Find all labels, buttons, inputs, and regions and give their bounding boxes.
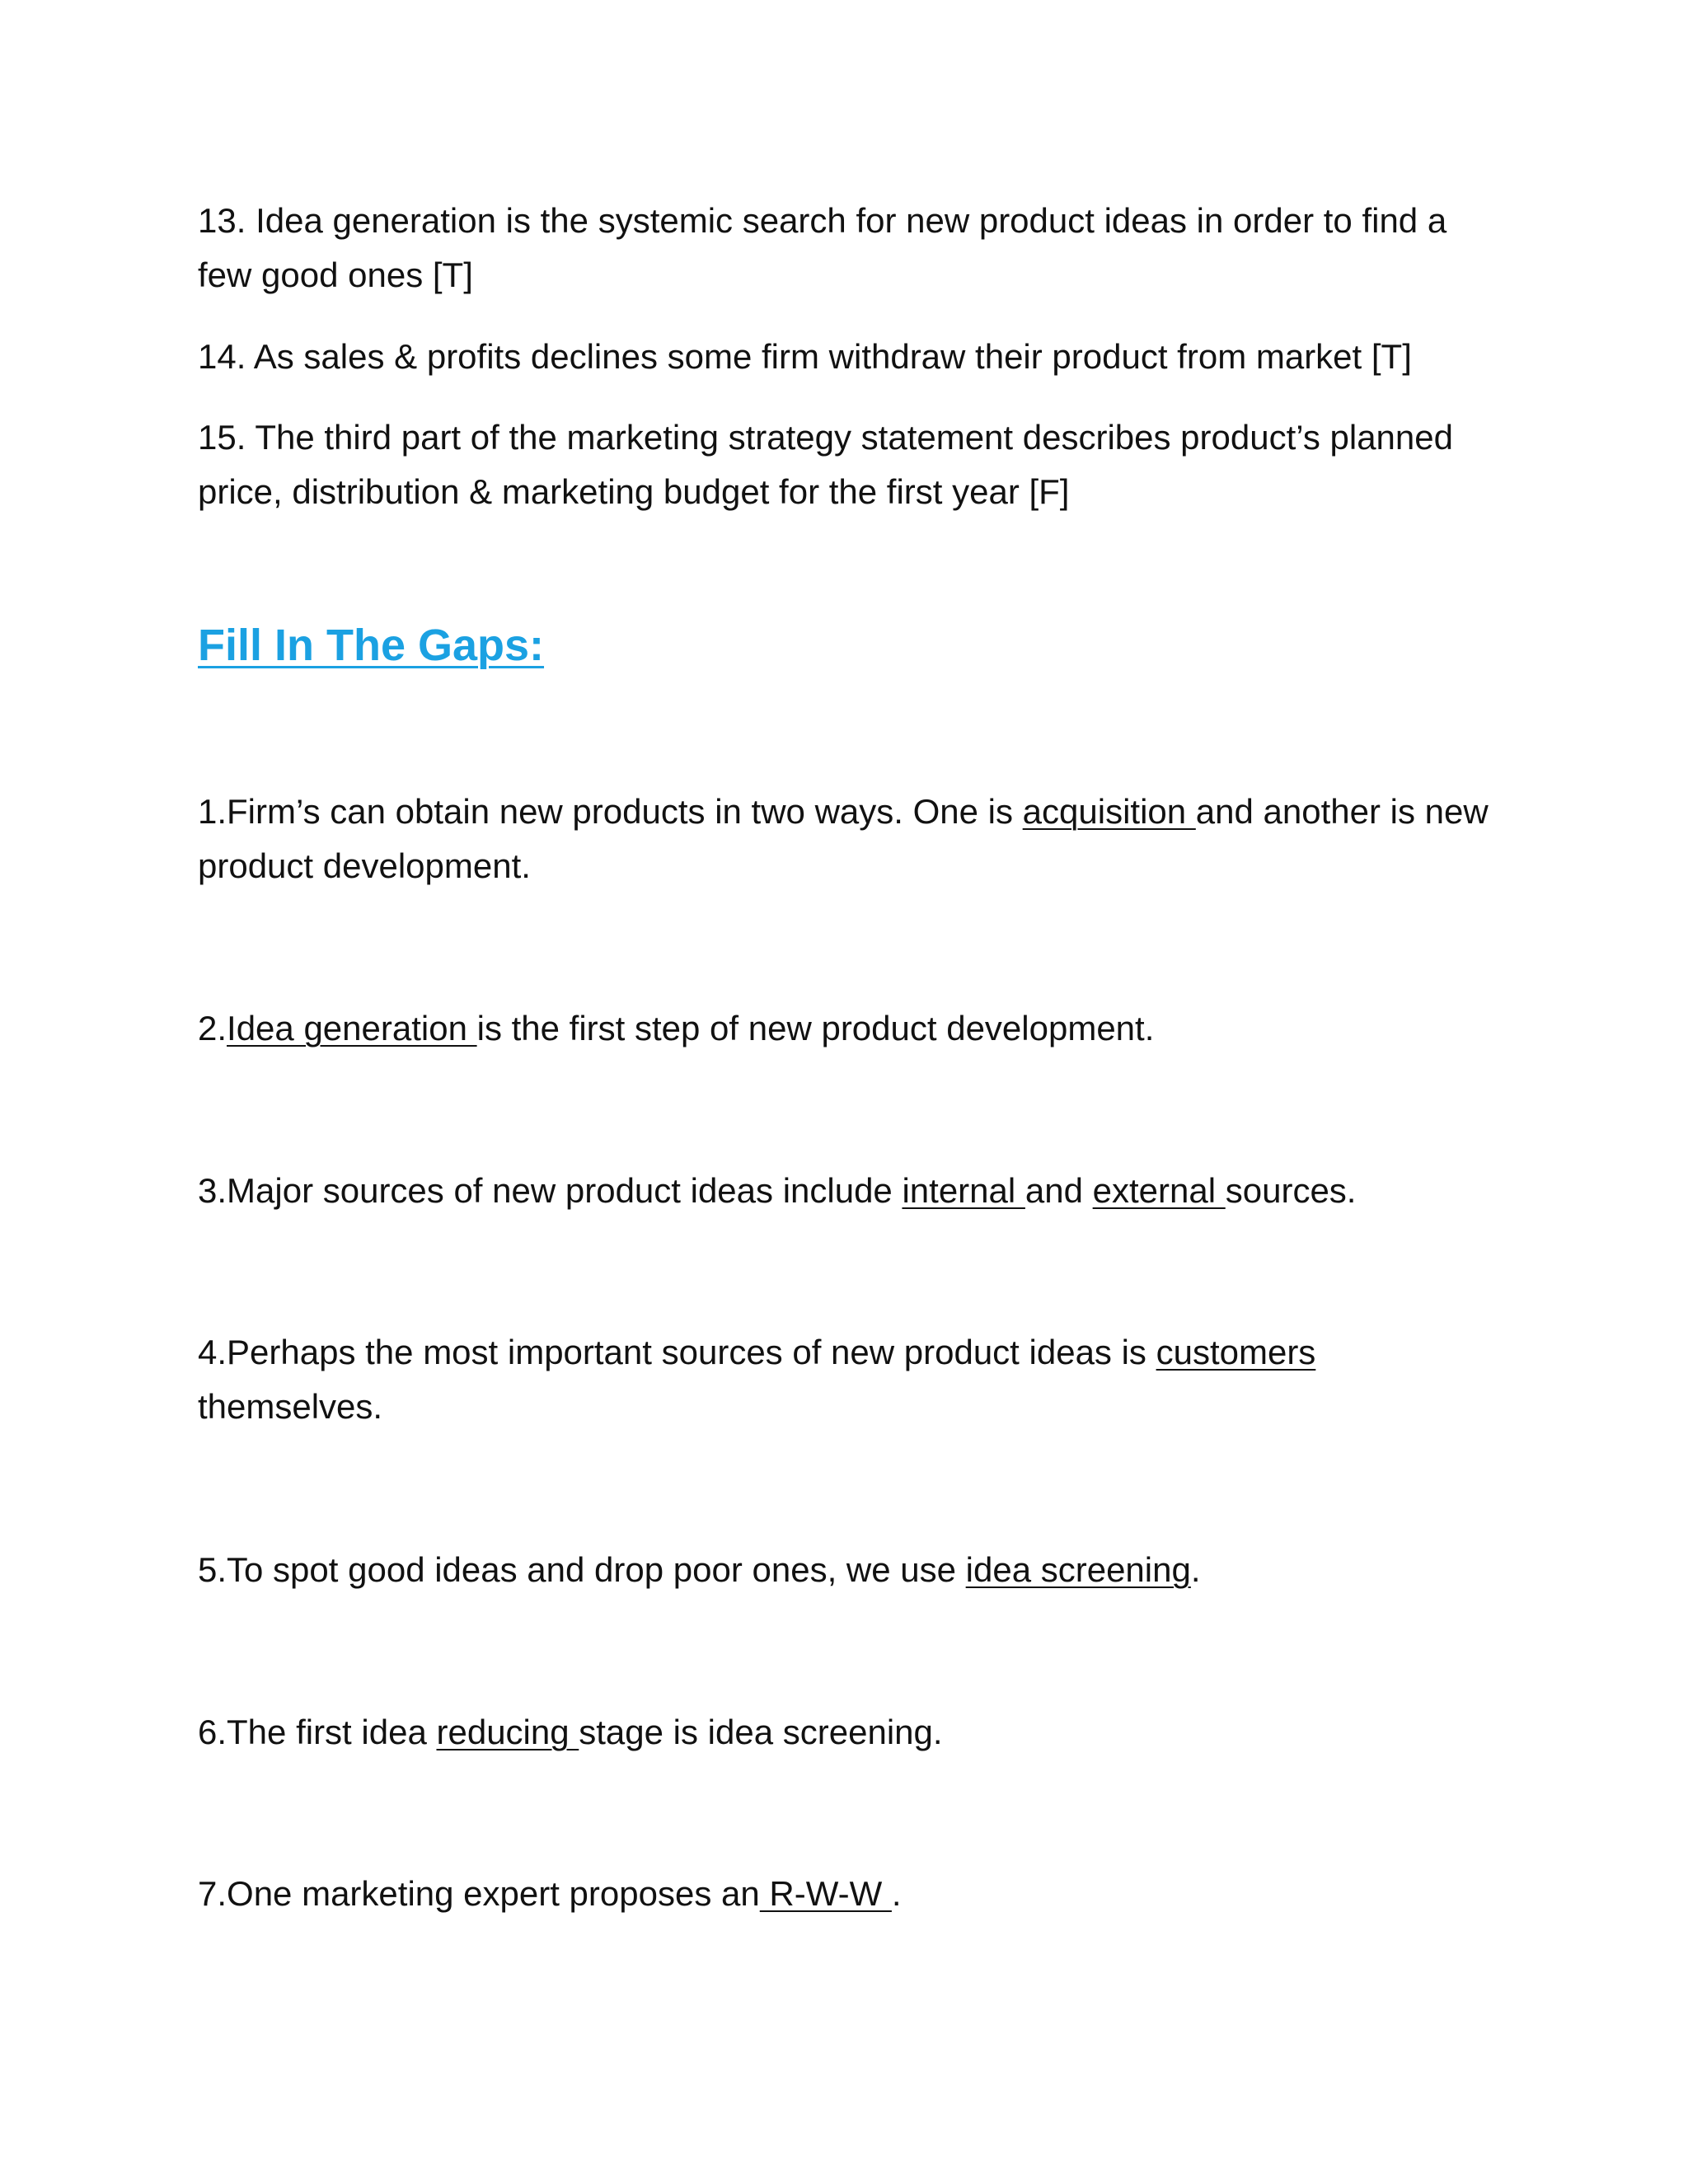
gap-item-4 xyxy=(198,1325,1500,1434)
item-text: The third part of the marketing strategy statement describes product’s planned price, distribution & marketing budget for the first year [F] xyxy=(198,418,1453,511)
answer-blank: Idea generation xyxy=(227,1009,477,1047)
text-middle: and xyxy=(1025,1171,1093,1210)
gap-item-1 xyxy=(198,785,1500,893)
answer-blank: customers xyxy=(1156,1333,1316,1371)
text-after: . xyxy=(891,1874,902,1913)
text-before: To spot good ideas and drop poor ones, we use xyxy=(227,1550,966,1589)
item-number: 7. xyxy=(198,1874,227,1913)
gap-item-5 xyxy=(198,1543,1500,1597)
gap-item-7 xyxy=(198,1867,1500,1921)
item-number: 15. xyxy=(198,418,246,457)
text-before: One marketing expert proposes an xyxy=(227,1874,760,1913)
text-after: . xyxy=(1190,1550,1201,1589)
tf-item-14 xyxy=(198,330,1500,384)
item-number: 13. xyxy=(198,201,246,240)
section-heading: Fill In The Gaps: xyxy=(198,621,545,670)
text-before: Firm’s can obtain new products in two ways. One is xyxy=(227,792,1023,831)
item-number: 5. xyxy=(198,1550,227,1589)
gap-item-3 xyxy=(198,1164,1500,1218)
text-after: and another is new product development. xyxy=(198,792,1489,885)
answer-blank: idea screening xyxy=(965,1550,1191,1589)
item-text: Idea generation is the systemic search for new product ideas in order to find a few good ones [T] xyxy=(198,201,1447,294)
text-after: stage is idea screening. xyxy=(579,1713,943,1751)
answer-blank: acquisition xyxy=(1022,792,1196,831)
text-after: sources. xyxy=(1225,1171,1357,1210)
gap-item-2 xyxy=(198,1001,1500,1056)
answer-blank: R-W-W xyxy=(759,1874,892,1913)
text-before: The first idea xyxy=(227,1713,437,1751)
answer-blank-1: internal xyxy=(902,1171,1025,1210)
text-before: Major sources of new product ideas include xyxy=(227,1171,903,1210)
gap-item-6 xyxy=(198,1705,1500,1760)
answer-blank-2: external xyxy=(1092,1171,1226,1210)
text-after: is the first step of new product development. xyxy=(476,1009,1155,1047)
answer-blank: reducing xyxy=(436,1713,579,1751)
item-number: 1. xyxy=(198,792,227,831)
text-before: Perhaps the most important sources of new product ideas is xyxy=(227,1333,1156,1371)
tf-item-15 xyxy=(198,410,1500,519)
item-number: 6. xyxy=(198,1713,227,1751)
tf-item-13 xyxy=(198,194,1500,302)
item-number: 14. xyxy=(198,337,246,376)
item-number: 4. xyxy=(198,1333,227,1371)
item-text: As sales & profits declines some firm withdraw their product from market [T] xyxy=(253,337,1412,376)
item-number: 2. xyxy=(198,1009,227,1047)
text-after: themselves. xyxy=(198,1387,383,1426)
item-number: 3. xyxy=(198,1171,227,1210)
